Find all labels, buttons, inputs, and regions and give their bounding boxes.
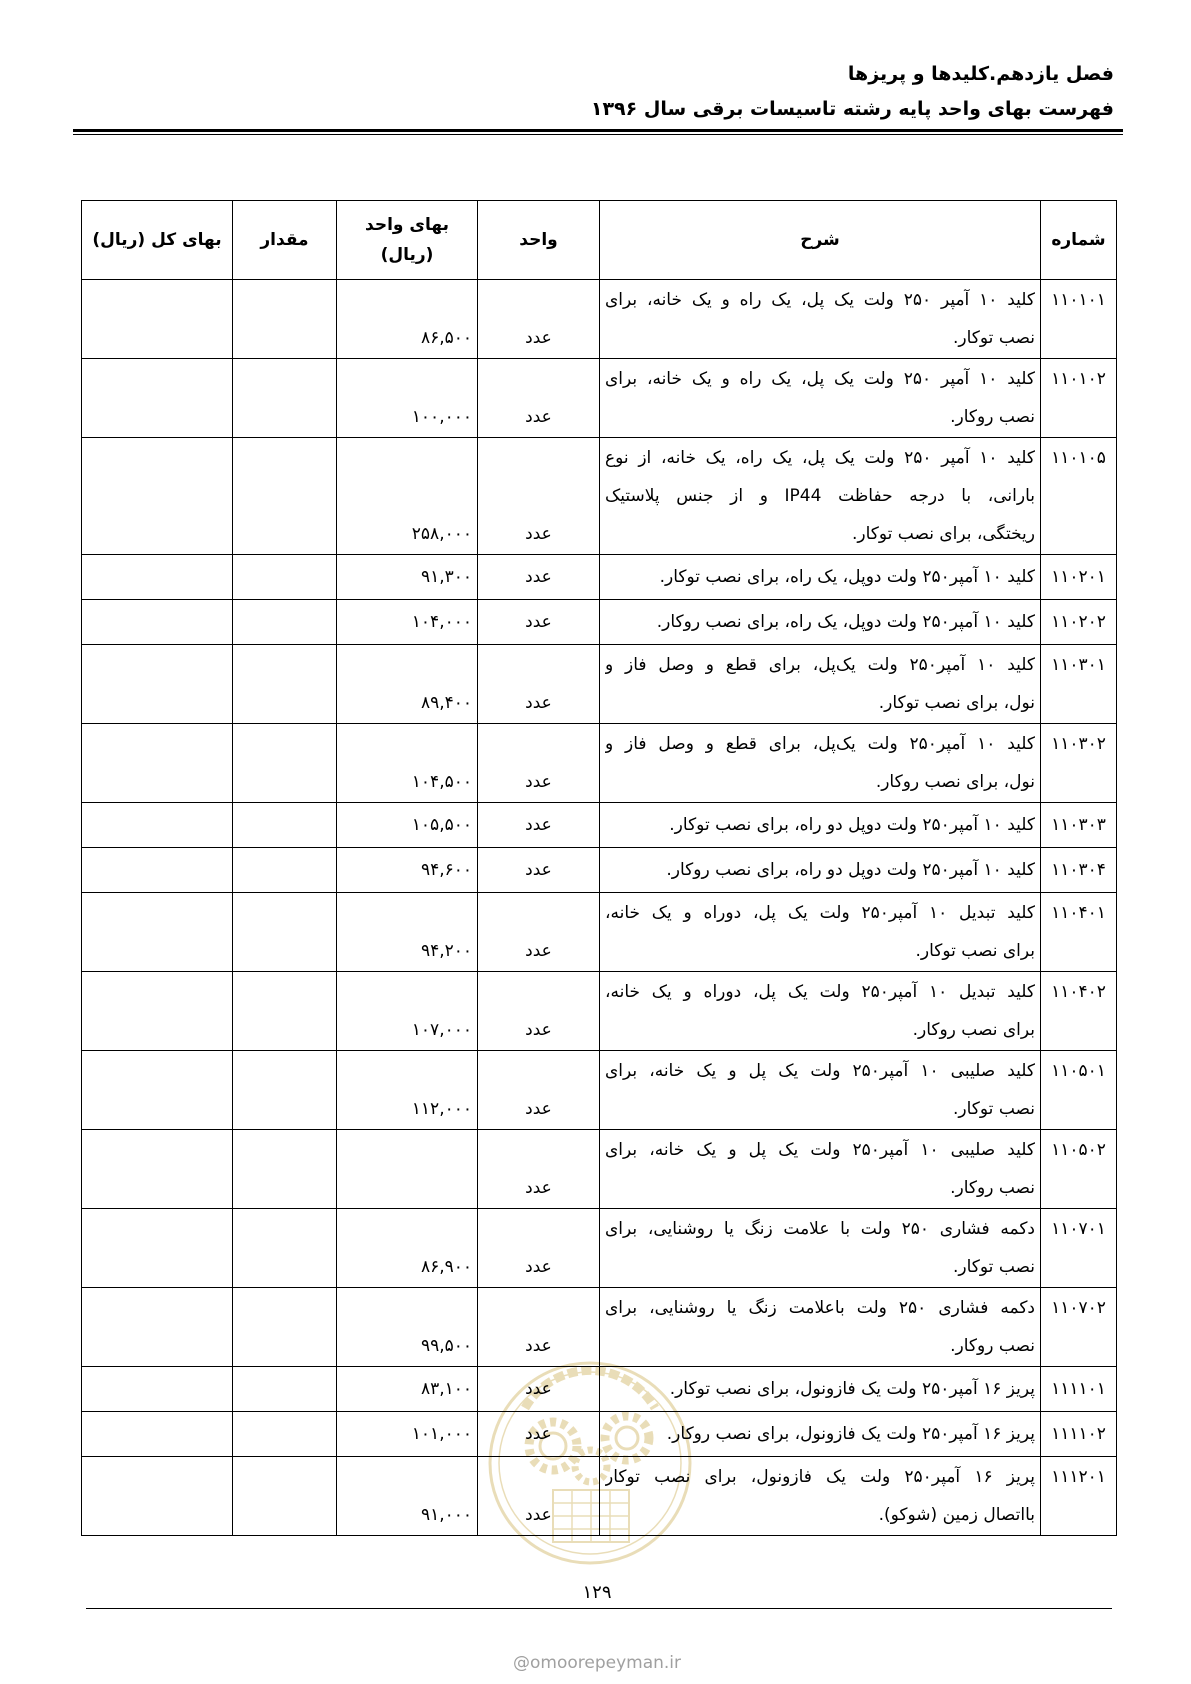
item-unit-price: ۱۰۴,۵۰۰ <box>337 724 478 803</box>
table-row <box>82 1130 1117 1209</box>
item-quantity <box>233 724 337 803</box>
item-unit: عدد <box>478 359 600 438</box>
item-description <box>600 359 1041 438</box>
item-unit: عدد <box>478 803 600 848</box>
table-row <box>82 438 1117 555</box>
item-number: ۱۱۰۷۰۱ <box>1041 1209 1117 1288</box>
item-total-price <box>82 1412 233 1457</box>
table-row <box>82 1288 1117 1367</box>
item-quantity <box>233 645 337 724</box>
item-number: ۱۱۱۱۰۲ <box>1041 1412 1117 1457</box>
description-line: کلید ۱۰ آمپر۲۵۰ ولت دوپل دو راه، برای نصب روکار. <box>666 860 1035 880</box>
table-row <box>82 893 1117 972</box>
table-row <box>82 600 1117 645</box>
description-line: کلید ۱۰ آمپر۲۵۰ ولت یک‌پل، برای قطع و وصل فاز و <box>605 655 1035 675</box>
item-total-price <box>82 359 233 438</box>
item-description <box>600 645 1041 724</box>
column-header-description: شرح <box>600 201 1041 280</box>
item-number: ۱۱۰۳۰۴ <box>1041 848 1117 893</box>
description-line: برای نصب توکار. <box>915 941 1035 961</box>
table-row <box>82 848 1117 893</box>
item-unit-price: ۱۰۵,۵۰۰ <box>337 803 478 848</box>
item-total-price <box>82 600 233 645</box>
item-total-price <box>82 1367 233 1412</box>
item-description <box>600 724 1041 803</box>
price-table <box>81 200 1117 1536</box>
item-quantity <box>233 359 337 438</box>
item-unit-price: ۸۹,۴۰۰ <box>337 645 478 724</box>
item-unit-price: ۸۶,۵۰۰ <box>337 280 478 359</box>
item-number: ۱۱۰۵۰۱ <box>1041 1051 1117 1130</box>
item-number: ۱۱۰۱۰۵ <box>1041 438 1117 555</box>
description-line: کلید تبدیل ۱۰ آمپر۲۵۰ ولت یک پل، دوراه و یک خانه، <box>605 903 1035 923</box>
table-row <box>82 724 1117 803</box>
item-number: ۱۱۰۳۰۱ <box>1041 645 1117 724</box>
item-total-price <box>82 1051 233 1130</box>
item-unit-price: ۱۰۷,۰۰۰ <box>337 972 478 1051</box>
description-line: برای نصب روکار. <box>912 1020 1035 1040</box>
description-line: کلید ۱۰ آمپر ۲۵۰ ولت یک پل، یک راه، یک خانه، از نوع <box>605 448 1035 468</box>
item-unit: عدد <box>478 645 600 724</box>
item-description <box>600 1209 1041 1288</box>
item-quantity <box>233 848 337 893</box>
watermark-text: @omoorepeyman.ir <box>512 1653 682 1673</box>
table-row <box>82 280 1117 359</box>
item-description <box>600 280 1041 359</box>
item-quantity <box>233 1130 337 1209</box>
column-header-number: شماره <box>1041 201 1117 280</box>
item-total-price <box>82 1288 233 1367</box>
item-total-price <box>82 893 233 972</box>
column-header-unit-price <box>337 201 478 280</box>
description-line: کلید صلیبی ۱۰ آمپر۲۵۰ ولت یک پل و یک خانه، برای <box>605 1061 1035 1081</box>
table-row <box>82 1209 1117 1288</box>
description-line: پریز ۱۶ آمپر۲۵۰ ولت یک فازونول، برای نصب روکار. <box>666 1424 1035 1444</box>
item-description <box>600 600 1041 645</box>
column-header-unit-price-line: بهای واحد <box>365 215 449 235</box>
item-unit: عدد <box>478 724 600 803</box>
description-line: دکمه فشاری ۲۵۰ ولت باعلامت زنگ یا روشنایی، برای <box>605 1298 1035 1318</box>
description-line: پریز ۱۶ آمپر۲۵۰ ولت یک فازونول، برای نصب توکار <box>605 1467 1035 1487</box>
description-line: کلید ۱۰ آمپر ۲۵۰ ولت یک پل، یک راه و یک خانه، برای <box>605 369 1035 389</box>
item-description <box>600 1051 1041 1130</box>
item-total-price <box>82 972 233 1051</box>
item-unit-price: ۲۵۸,۰۰۰ <box>337 438 478 555</box>
item-quantity <box>233 600 337 645</box>
item-unit: عدد <box>478 1130 600 1209</box>
item-quantity <box>233 1209 337 1288</box>
table-row <box>82 1367 1117 1412</box>
description-line: نول، برای نصب روکار. <box>875 772 1035 792</box>
description-line: کلید ۱۰ آمپر۲۵۰ ولت دوپل، یک راه، برای نصب توکار. <box>659 567 1035 587</box>
description-line: کلید تبدیل ۱۰ آمپر۲۵۰ ولت یک پل، دوراه و یک خانه، <box>605 982 1035 1002</box>
item-description <box>600 1412 1041 1457</box>
table-header-row <box>82 201 1117 280</box>
description-line: بااتصال زمین (شوکو). <box>878 1505 1035 1525</box>
page-number: ۱۲۹ <box>582 1582 612 1603</box>
item-unit-price: ۱۰۰,۰۰۰ <box>337 359 478 438</box>
item-number: ۱۱۰۲۰۲ <box>1041 600 1117 645</box>
item-unit-price: ۱۰۱,۰۰۰ <box>337 1412 478 1457</box>
item-quantity <box>233 893 337 972</box>
item-unit-price: ۹۱,۳۰۰ <box>337 555 478 600</box>
item-quantity <box>233 280 337 359</box>
description-line: نصب روکار. <box>950 1178 1035 1198</box>
item-total-price <box>82 280 233 359</box>
item-unit-price: ۸۳,۱۰۰ <box>337 1367 478 1412</box>
item-description <box>600 438 1041 555</box>
description-line: نصب توکار. <box>953 1099 1035 1119</box>
chapter-title: فصل یازدهم.کلیدها و پریزها <box>847 63 1114 85</box>
table-row <box>82 1412 1117 1457</box>
item-unit-price: ۱۰۴,۰۰۰ <box>337 600 478 645</box>
description-line: نصب توکار. <box>953 328 1035 348</box>
item-number: ۱۱۰۳۰۲ <box>1041 724 1117 803</box>
item-unit: عدد <box>478 1288 600 1367</box>
item-unit: عدد <box>478 280 600 359</box>
column-header-total-price: بهای کل (ریال) <box>82 201 233 280</box>
table-row <box>82 1457 1117 1536</box>
item-unit-price: ۱۱۲,۰۰۰ <box>337 1051 478 1130</box>
item-number: ۱۱۰۴۰۱ <box>1041 893 1117 972</box>
item-unit: عدد <box>478 893 600 972</box>
item-quantity <box>233 803 337 848</box>
item-unit: عدد <box>478 848 600 893</box>
description-line: کلید ۱۰ آمپر۲۵۰ ولت یک‌پل، برای قطع و وصل فاز و <box>605 734 1035 754</box>
description-line: نول، برای نصب توکار. <box>878 693 1035 713</box>
column-header-quantity: مقدار <box>233 201 337 280</box>
item-total-price <box>82 1457 233 1536</box>
description-line: نصب روکار. <box>950 407 1035 427</box>
description-line: نصب روکار. <box>950 1336 1035 1356</box>
item-unit-price: ۹۹,۵۰۰ <box>337 1288 478 1367</box>
item-total-price <box>82 803 233 848</box>
item-total-price <box>82 1130 233 1209</box>
description-line: کلید ۱۰ آمپر۲۵۰ ولت دوپل، یک راه، برای نصب روکار. <box>656 612 1035 632</box>
item-quantity <box>233 1051 337 1130</box>
description-line: کلید صلیبی ۱۰ آمپر۲۵۰ ولت یک پل و یک خانه، برای <box>605 1140 1035 1160</box>
item-quantity <box>233 438 337 555</box>
item-number: ۱۱۰۵۰۲ <box>1041 1130 1117 1209</box>
item-description <box>600 803 1041 848</box>
item-unit-price: ۸۶,۹۰۰ <box>337 1209 478 1288</box>
description-line: ریختگی، برای نصب توکار. <box>851 524 1035 544</box>
column-header-unit-price-line: (ریال) <box>380 245 434 265</box>
item-unit: عدد <box>478 1209 600 1288</box>
description-line: بارانی، با درجه حفاظت IP44 و از جنس پلاستیک <box>605 486 1035 506</box>
table-row <box>82 972 1117 1051</box>
item-total-price <box>82 724 233 803</box>
page-header <box>414 57 1114 127</box>
item-total-price <box>82 848 233 893</box>
item-unit: عدد <box>478 1367 600 1412</box>
item-unit: عدد <box>478 972 600 1051</box>
item-number: ۱۱۰۷۰۲ <box>1041 1288 1117 1367</box>
item-description <box>600 1457 1041 1536</box>
item-unit-price <box>337 1130 478 1209</box>
item-unit: عدد <box>478 438 600 555</box>
item-unit-price: ۹۴,۲۰۰ <box>337 893 478 972</box>
footer-rule <box>86 1608 1112 1609</box>
item-description <box>600 1288 1041 1367</box>
item-unit-price: ۹۱,۰۰۰ <box>337 1457 478 1536</box>
table-row <box>82 645 1117 724</box>
table-row <box>82 1051 1117 1130</box>
item-description <box>600 972 1041 1051</box>
description-line: پریز ۱۶ آمپر۲۵۰ ولت یک فازونول، برای نصب توکار. <box>669 1379 1035 1399</box>
item-quantity <box>233 1367 337 1412</box>
item-quantity <box>233 1412 337 1457</box>
description-line: کلید ۱۰ آمپر۲۵۰ ولت دوپل دو راه، برای نصب توکار. <box>669 815 1035 835</box>
table-row <box>82 803 1117 848</box>
item-total-price <box>82 645 233 724</box>
table-row <box>82 359 1117 438</box>
item-unit: عدد <box>478 600 600 645</box>
item-total-price <box>82 555 233 600</box>
item-number: ۱۱۱۲۰۱ <box>1041 1457 1117 1536</box>
description-line: دکمه فشاری ۲۵۰ ولت با علامت زنگ یا روشنایی، برای <box>605 1219 1035 1239</box>
item-quantity <box>233 555 337 600</box>
item-unit: عدد <box>478 1457 600 1536</box>
description-line: کلید ۱۰ آمپر ۲۵۰ ولت یک پل، یک راه و یک خانه، برای <box>605 290 1035 310</box>
item-total-price <box>82 1209 233 1288</box>
table-row <box>82 555 1117 600</box>
item-number: ۱۱۰۲۰۱ <box>1041 555 1117 600</box>
item-description <box>600 1367 1041 1412</box>
column-header-unit: واحد <box>478 201 600 280</box>
item-quantity <box>233 1457 337 1536</box>
item-description <box>600 848 1041 893</box>
item-number: ۱۱۰۳۰۳ <box>1041 803 1117 848</box>
item-quantity <box>233 1288 337 1367</box>
item-number: ۱۱۰۱۰۲ <box>1041 359 1117 438</box>
item-description <box>600 893 1041 972</box>
document-title: فهرست بهای واحد پایه رشته تاسیسات برقی سال ۱۳۹۶ <box>590 98 1114 120</box>
item-unit: عدد <box>478 555 600 600</box>
item-number: ۱۱۱۱۰۱ <box>1041 1367 1117 1412</box>
item-total-price <box>82 438 233 555</box>
item-description <box>600 1130 1041 1209</box>
description-line: نصب توکار. <box>953 1257 1035 1277</box>
item-unit: عدد <box>478 1412 600 1457</box>
header-double-rule <box>73 129 1123 135</box>
item-description <box>600 555 1041 600</box>
item-number: ۱۱۰۴۰۲ <box>1041 972 1117 1051</box>
item-unit: عدد <box>478 1051 600 1130</box>
item-unit-price: ۹۴,۶۰۰ <box>337 848 478 893</box>
item-quantity <box>233 972 337 1051</box>
item-number: ۱۱۰۱۰۱ <box>1041 280 1117 359</box>
